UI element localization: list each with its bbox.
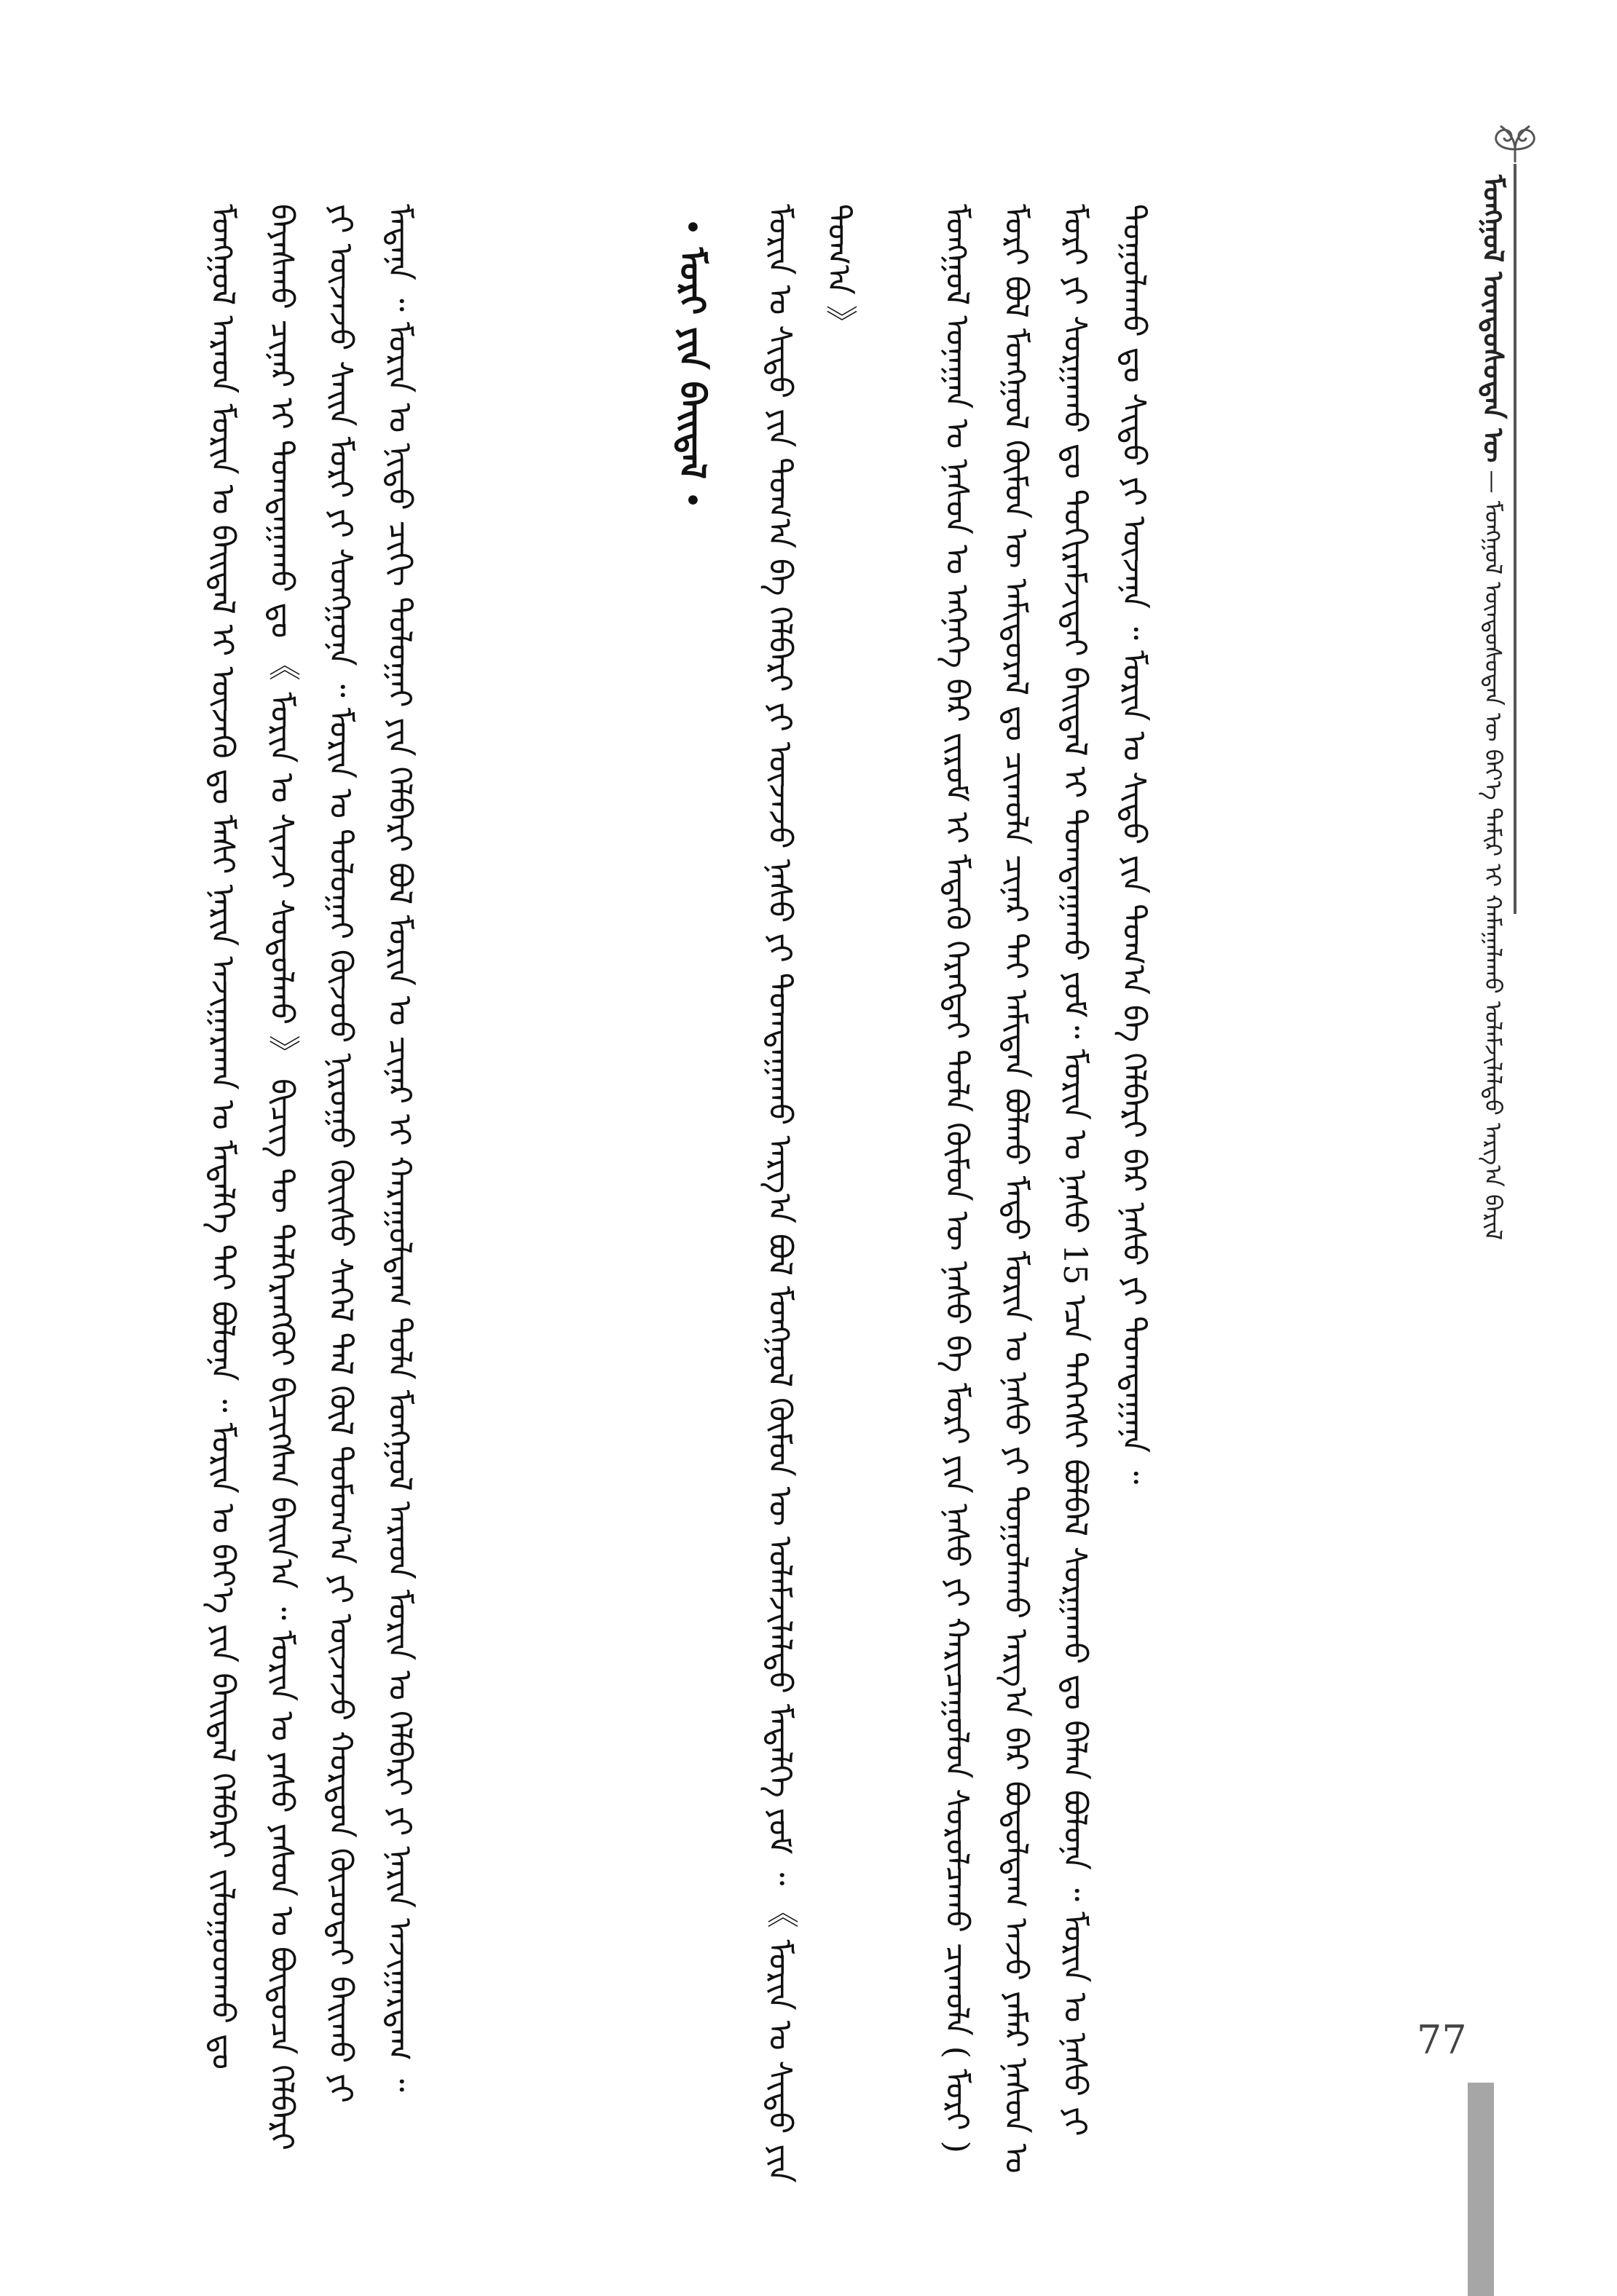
subheading-text: ᠮᠣᠷᠢ ᠶᠢᠨ ᠪᠠᠢᠳᠠᠯ <box>672 247 712 479</box>
body-paragraph-2 <box>750 204 874 2185</box>
running-header-rest: — ᠮᠣᠩᠭᠣᠯ ᠦᠨᠳᠦᠰᠦᠲᠡᠨ ᠦ ᠪᠡᠶ᠎ᠡ ᠲᠠᠮᠢᠷ ᠢ ᠬᠠᠮᠠᠭᠠᠯᠠᠬᠤ ᠤᠯᠠᠮᠵᠢᠯᠠᠯᠲᠤ ᠠᠷᠭ᠎ᠠ ᠪᠠᠷᠢᠯ <box>1479 462 1507 1240</box>
section-subheading <box>670 218 714 510</box>
header-rule <box>1514 164 1516 914</box>
paragraph-text: ᠮᠣᠩᠭᠣᠯ ᠤᠨᠠᠭᠠᠨ ᠤ ᠨᠠᠰᠤᠨ ᠤ ᠡᠩᠨᠡᠭᠡ ᠪᠡᠷ ᠵᠢᠷᠤᠮ ᠢ ᠮᠡᠳᠡᠬᠦ ᠬᠡᠷᠡᠭᠲᠡᠢ ᠲᠤᠯᠠ ᠬᠦᠮᠦᠨ ᠦ ᠨᠠᠰᠤ ᠪᠠ ᠮᠣᠷᠢ ᠶᠢᠨ ᠨᠠᠰᠤ ᠶᠢ ᠬᠠᠷᠢᠴᠠᠭᠤᠯᠤᠨ ᠰᠤᠷᠤᠯᠴᠠᠬᠤ ᠴᠢᠬᠤᠯᠠ ( ᠮᠣᠷᠢ ) ᠮᠣᠷᠢ ᠪᠣᠯ ᠮᠣᠩᠭᠣᠯ ᠬᠦᠮᠦᠨ ᠦ ᠠᠮᠢᠳᠤᠷᠠᠯ ᠳᠤ ᠴᠢᠬᠤᠯᠠ ᠴᠢᠨᠠᠷ ᠲᠠᠢ ᠠᠮᠢᠲᠠᠨ ᠪᠣᠯᠬᠤ ᠮᠠᠲᠤ ᠮᠣᠷᠢᠨ ᠤ ᠨᠠᠰᠤ ᠶᠢ ᠲᠣᠭᠣᠯᠠᠬᠤ ᠠᠷᠭ᠎ᠠ ᠪᠠᠷ ᠪᠣᠳᠤᠯᠳᠠᠭ ᠠᠵᠤ ᠶᠠᠮᠠᠷ ᠨᠠᠰᠤᠨ ᠤ ᠮᠣᠷᠢ ᠶᠢ ᠰᠤᠷᠭᠠᠬᠤ ᠳᠤ ᠲᠣᠬᠢᠷᠠᠮᠵᠢᠲᠠᠢ ᠪᠠᠢᠳᠠᠯ ᠢ ᠲᠣᠭᠲᠠᠭᠠᠬᠤ ᠶᠤᠮ᠃ ᠮᠣᠷᠢᠨ ᠤ ᠨᠠᠰᠤ 15 ᠡᠴᠡ ᠳᠡᠭᠡᠭᠰᠢ ᠪᠣᠯᠪᠠᠯ ᠰᠤᠷᠭᠠᠬᠤ ᠳᠤ ᠪᠡᠯᠡᠨ ᠪᠣᠯᠣᠨᠠ ᠃ ᠮᠣᠷᠢᠨ ᠤ ᠨᠠᠰᠤ ᠶᠢ ᠲᠣᠭᠣᠯᠠᠬᠤ ᠳᠤ ᠰᠢᠳᠦ ᠶᠢ ᠦᠵᠡᠨᠡ ᠃ ᠮᠣᠷᠢᠨ ᠤ ᠰᠢᠳᠦ ᠶᠢᠨ ᠲᠣᠭ᠎ᠠ ᠪᠠ ᠬᠡᠯᠪᠡᠷᠢ ᠪᠡᠷ ᠨᠠᠰᠤ ᠶᠢ ᠲᠣᠭᠲᠠᠭᠠᠨᠠ ᠃ <box>938 204 1152 2174</box>
bullet-icon: • <box>677 491 707 508</box>
header-ornament-icon <box>1479 120 1551 164</box>
body-paragraph-3 <box>193 204 630 2185</box>
page-edge-marker <box>1468 2083 1494 2296</box>
paragraph-text: ᠮᠣᠷᠢᠨ ᠤ ᠰᠢᠳᠦ ᠶᠢᠨ ᠲᠣᠭ᠎ᠠ ᠪᠠ ᠬᠡᠯᠪᠡᠷᠢ ᠶᠢ ᠦᠵᠡᠵᠦ ᠨᠠᠰᠤ ᠶᠢ ᠲᠣᠭᠲᠠᠭᠠᠬᠤ ᠠᠷᠭ᠎ᠠ ᠪᠣᠯ ᠮᠣᠩᠭᠣᠯ ᠬᠦᠮᠦᠨ ᠦ ᠤᠯᠠᠮᠵᠢᠯᠠᠯᠲᠤ ᠮᠡᠳᠡᠯᠭᠡ ᠶᠤᠮ ᠃ 《 ᠮᠣᠷᠢᠨ ᠤ ᠰᠢᠳᠦ ᠶᠢᠨ ᠲᠣᠭ᠎ᠠ 》 <box>761 204 857 2183</box>
running-header-main: ᠮᠣᠩᠭᠣᠯ ᠦᠨᠳᠦᠰᠦᠲᠡᠨ ᠦ <box>1477 175 1510 463</box>
bullet-icon: • <box>677 218 707 236</box>
page-number: 77 <box>1417 2017 1467 2063</box>
running-header <box>1479 175 1508 1245</box>
body-paragraph-1 <box>927 204 1444 2185</box>
paragraph-text: ᠮᠣᠩᠭᠣᠯ ᠠᠷᠠᠳ ᠮᠣᠷᠢᠨ ᠤ ᠪᠠᠢᠳᠠᠯ ᠢ ᠦᠵᠡᠬᠦ ᠳᠤ ᠮᠠᠰᠢ ᠨᠠᠷᠢᠨ ᠠᠵᠢᠭᠠᠷᠬᠠᠨ ᠤ ᠮᠡᠳᠡᠯᠭᠡ ᠲᠠᠢ ᠪᠣᠯᠣᠨᠠ ᠃ ᠮᠣᠷᠢᠨ ᠤ ᠪᠡᠶ᠎ᠡ ᠶᠢᠨ ᠪᠠᠢᠳᠠᠯ ᠬᠡᠯᠪᠡᠷᠢ ᠵᠢᠯᠤᠭᠤᠳᠬᠤ ᠳᠤ ᠪᠠᠶᠠᠰᠬᠤ ᠴᠢᠨᠠᠷ ᠢ ᠲᠣᠭᠲᠠᠭᠠᠬᠤ ᠳᠤ 《 ᠮᠣᠷᠢᠨ ᠤ ᠰᠢᠨᠵᠢ ᠰᠤᠳᠤᠯᠬᠤ 》 ᠪᠢᠴᠢᠭ ᠲᠦ ᠳᠡᠯᠭᠡᠷᠡᠩᠭᠦᠢ ᠪᠢᠴᠢᠭᠰᠡᠨ ᠪᠠᠢᠨ᠎ᠠ ᠃ ᠮᠣᠷᠢᠨ ᠤ ᠶᠠᠰᠤ ᠶᠠᠰᠤᠨ ᠤ ᠪᠦᠲᠦᠴᠡ ᠬᠡᠯᠪᠡᠷᠢ ᠶᠢ ᠦᠵᠡᠵᠦ ᠰᠠᠢᠨ ᠮᠣᠷᠢ ᠶᠢ ᠰᠣᠩᠭᠣᠨᠠ ᠃ ᠮᠣᠷᠢᠨ ᠤ ᠲᠣᠯᠣᠭᠠᠢ ᠬᠦᠵᠦᠦ ᠨᠢᠷᠤᠭᠤ ᠬᠦᠢᠰᠦ ᠰᠡᠭᠡᠯ ᠳᠡᠯ ᠬᠥᠯ ᠲᠤᠮᠤᠭ᠎ᠠ ᠶᠢ ᠦᠵᠡᠵᠦ ᠬᠤᠷᠳᠤᠨ ᠬᠦᠴᠦᠲᠡᠢ ᠪᠠᠢᠬᠤ ᠶᠢ ᠮᠡᠳᠡᠨᠡ ᠃ ᠮᠣᠷᠢᠨ ᠤ ᠨᠢᠳᠦ ᠴᠢᠬᠢ ᠲᠣᠯᠣᠭᠠᠢ ᠶᠢᠨ ᠬᠡᠯᠪᠡᠷᠢ ᠪᠣᠯ ᠮᠣᠷᠢᠨ ᠤ ᠴᠢᠨᠠᠷ ᠢ ᠬᠠᠷᠠᠭᠤᠯᠳᠠᠭ ᠲᠤᠯᠠ ᠮᠣᠩᠭᠣᠯ ᠠᠷᠠᠳ ᠮᠣᠷᠢᠨ ᠤ ᠬᠡᠯᠪᠡᠷᠢ ᠶᠢ ᠨᠠᠷᠢᠨ ᠠᠵᠢᠭᠠᠷᠳᠠᠭ ᠃ <box>204 204 418 2151</box>
